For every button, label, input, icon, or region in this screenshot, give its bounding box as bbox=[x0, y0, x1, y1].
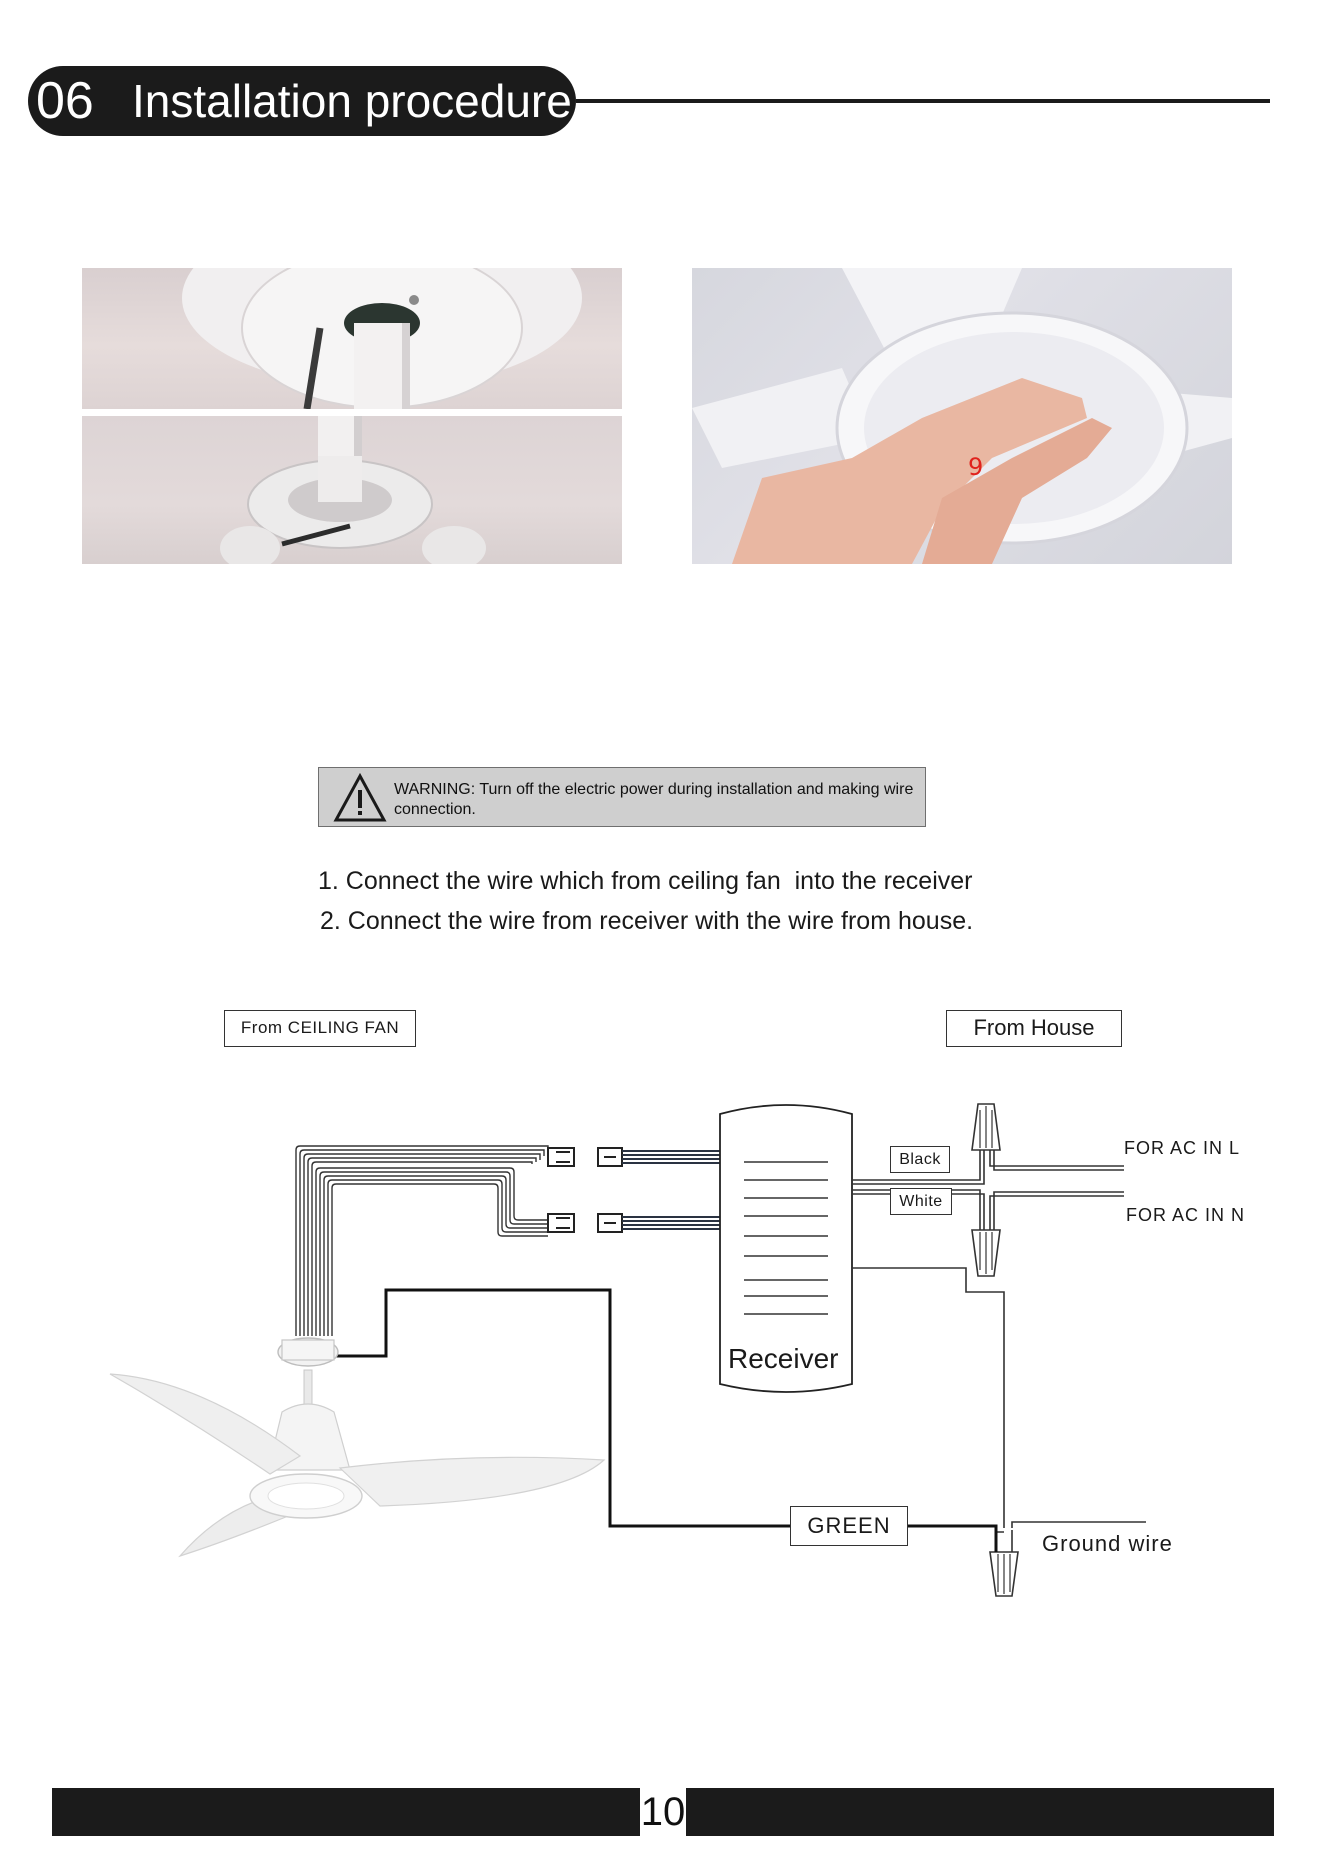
ceiling-fan-illustration bbox=[110, 1338, 604, 1556]
section-number: 06 bbox=[36, 72, 94, 130]
warning-text: WARNING: Turn off the electric power during installation and making wire connection. bbox=[394, 781, 914, 818]
label-ac-in-n: FOR AC IN N bbox=[1126, 1205, 1246, 1225]
label-ground-wire: Ground wire bbox=[1042, 1531, 1173, 1556]
label-white-wire: White bbox=[890, 1188, 952, 1215]
label-ac-in-l: FOR AC IN L bbox=[1124, 1138, 1241, 1158]
label-black-wire: Black bbox=[890, 1146, 950, 1173]
step-number-9: 9 bbox=[968, 453, 984, 481]
label-receiver: Receiver bbox=[728, 1343, 839, 1374]
label-green-wire: GREEN bbox=[790, 1506, 908, 1546]
instruction-step-1: 1. Connect the wire which from ceiling fan into the receiver bbox=[318, 867, 973, 895]
label-from-ceiling-fan: From CEILING FAN bbox=[224, 1010, 416, 1047]
page-number: 10 bbox=[640, 1786, 686, 1838]
label-from-house: From House bbox=[946, 1010, 1122, 1047]
section-title: Installation procedure bbox=[132, 75, 572, 127]
instruction-step-2: 2. Connect the wire from receiver with the wire from house. bbox=[320, 907, 974, 935]
